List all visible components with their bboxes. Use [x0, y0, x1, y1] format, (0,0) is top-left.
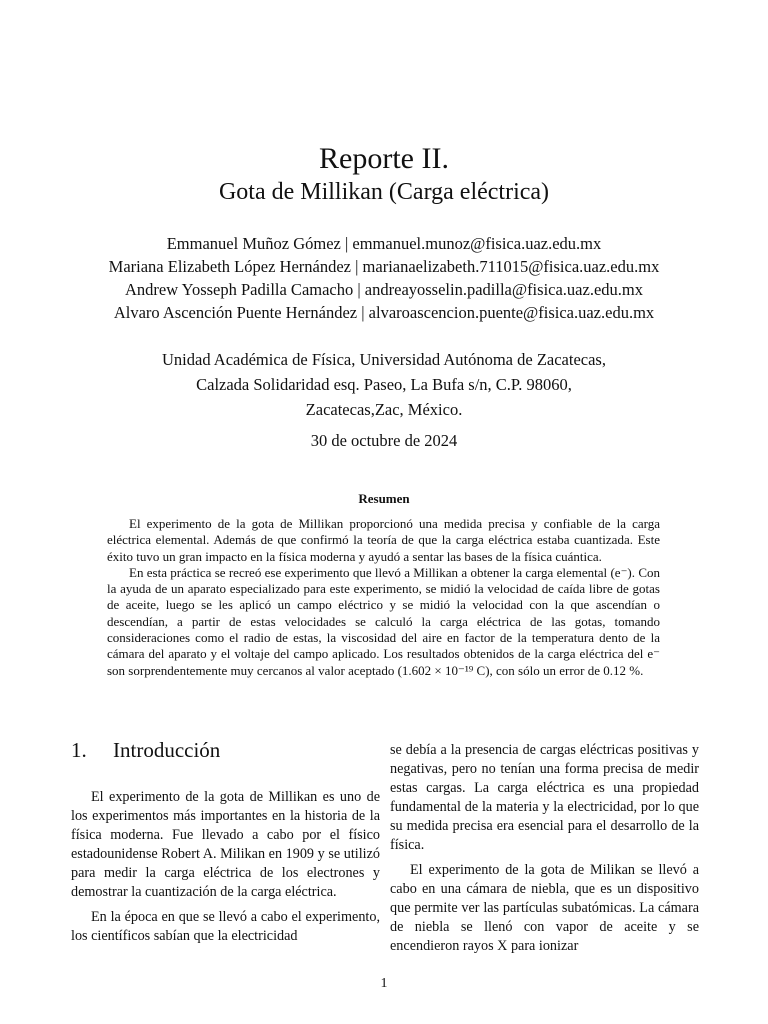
abstract-paragraph: En esta práctica se recreó ese experimento que llevó a Millikan a obtener la carga elemental (e⁻). Con la ayuda de un aparato especializado para este experimento, se midió la velocidad de caída libre de gotas de aceite, luego se les aplicó un campo eléctrico y se midió la velocidad con la que ascendían o descendían, a partir de estas velocidades se calculó la carga eléctrica de las gotas, tomando consideraciones como el radio de estas, la viscosidad del aire en factor de la temperatura dento de la cámara del aparato y el voltaje del campo aplicado. Los resultados obtenidos de la carga eléctrica del e⁻ son sorprendentemente muy cercanos al valor aceptado (1.602 × 10⁻¹⁹ C), con sólo un error de 0.12 %. — [107, 564, 660, 678]
left-column — [71, 738, 380, 946]
body-paragraph: se debía a la presencia de cargas eléctricas positivas y negativas, pero no tenían una forma precisa de medir estas cargas. La carga eléctrica es una propiedad fundamental de la materia y la electricidad, por lo que su medida precisa era esencial para el desarrollo de la física. — [390, 742, 699, 854]
abstract-heading: Resumen — [358, 491, 410, 506]
affiliation — [0, 347, 768, 422]
affiliation-line: Calzada Solidaridad esq. Paseo, La Bufa s/n, C.P. 98060, — [196, 375, 572, 394]
body-paragraph: El experimento de la gota de Millikan es uno de los experimentos más importantes en la historia de la física moderna. Fue llevado a cabo por el físico estadounidense Robert A. Milikan en 1909 y se utilizó para medir la carga eléctrica de los electrones y demostrar la cuantización de la carga eléctrica. — [71, 789, 380, 901]
affiliation-line: Unidad Académica de Física, Universidad Autónoma de Zacatecas, — [162, 350, 606, 369]
affiliation-line: Zacatecas,Zac, México. — [305, 400, 463, 419]
abstract-paragraph: El experimento de la gota de Millikan proporcionó una medida precisa y confiable de la carga eléctrica elemental. Además de que confirmó la teoría de que la carga eléctrica estaba cuantizada. Este éxito tuvo un gran impacto en la física moderna y ayudó a sentar las bases de la física cuántica. — [107, 516, 660, 564]
section-heading — [71, 738, 380, 762]
body-paragraph: En la época en que se llevó a cabo el experimento, los científicos sabían que la electricidad — [71, 908, 380, 944]
author-line: Emmanuel Muñoz Gómez | emmanuel.munoz@fisica.uaz.edu.mx — [166, 234, 602, 253]
section-number: 1. — [71, 738, 87, 762]
paper-title: Reporte II. — [319, 142, 449, 175]
abstract — [107, 516, 660, 679]
author-line: Mariana Elizabeth López Hernández | marianaelizabeth.711015@fisica.uaz.edu.mx — [108, 257, 660, 276]
publication-date: 30 de octubre de 2024 — [310, 431, 458, 450]
author-line: Alvaro Ascención Puente Hernández | alvaroascencion.puente@fisica.uaz.edu.mx — [113, 303, 655, 322]
body-paragraph: El experimento de la gota de Milikan se llevó a cabo en una cámara de niebla, que es un dispositivo que permite ver las partículas subatómicas. La cámara de niebla se llenó con vapor de aceite y se encendieron rayos X para ionizar — [390, 861, 699, 954]
paper-subtitle: Gota de Millikan (Carga eléctrica) — [218, 179, 550, 205]
section-title: Introducción — [113, 738, 221, 762]
right-column — [390, 741, 699, 956]
page-number: 1 — [380, 976, 388, 991]
author-line: Andrew Yosseph Padilla Camacho | andreayosselin.padilla@fisica.uaz.edu.mx — [125, 280, 643, 299]
author-list — [0, 232, 768, 324]
